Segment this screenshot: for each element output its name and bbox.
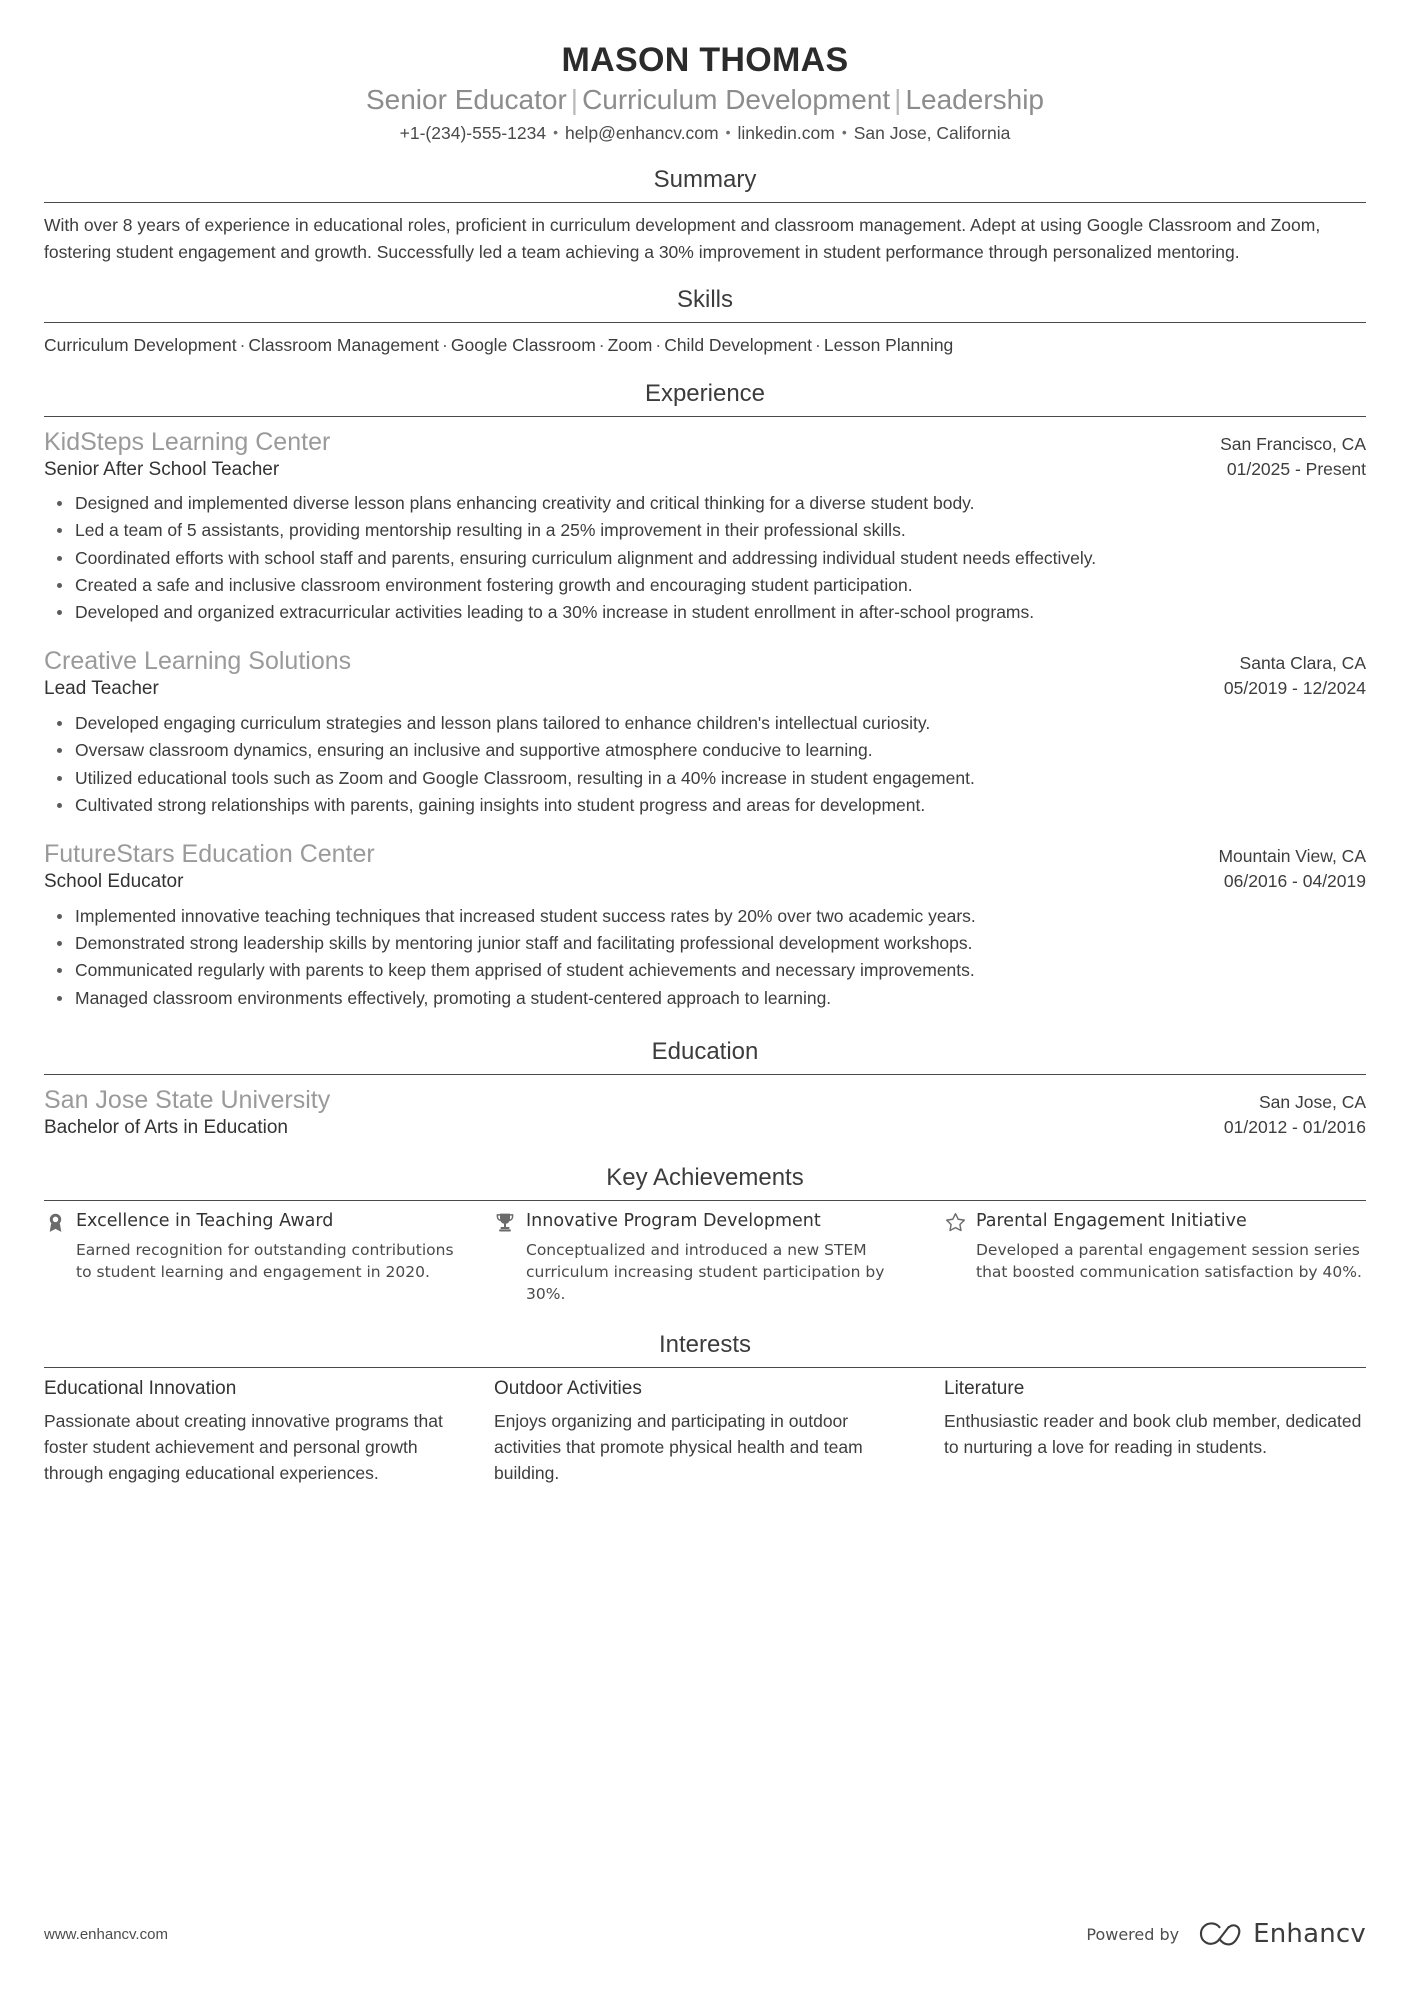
responsibility-item: Developed and organized extracurricular activities leading to a 30% increase in student enrollment in after-school programs.	[73, 599, 1366, 625]
skills-list	[44, 332, 1366, 358]
interest-title: Literature	[944, 1377, 1025, 1399]
education-entries	[44, 1084, 1366, 1141]
responsibility-item: Utilized educational tools such as Zoom and Google Classroom, resulting in a 40% increase in student engagement.	[73, 765, 1366, 791]
footer-website-link[interactable]: www.enhancv.com	[44, 1925, 168, 1943]
contact-item[interactable]: San Jose, California	[853, 122, 1011, 143]
employer-name: FutureStars Education Center	[44, 840, 375, 869]
interests-columns	[44, 1377, 1366, 1486]
interest-title: Educational Innovation	[44, 1377, 237, 1399]
employer-name: KidSteps Learning Center	[44, 427, 331, 456]
achievement-item	[494, 1210, 916, 1306]
achievement-title: Innovative Program Development	[526, 1210, 821, 1231]
skill-separator-dot: ·	[655, 335, 662, 356]
contact-separator-dot: •	[553, 123, 558, 140]
achievement-description: Conceptualized and introduced a new STEM curriculum increasing student participation by 30%.	[526, 1240, 885, 1304]
skill-item: Child Development	[664, 335, 813, 356]
contact-line	[44, 122, 1366, 145]
section-heading-achievements: Key Achievements	[606, 1163, 804, 1191]
responsibility-list	[44, 903, 1366, 1011]
employer-location: San Francisco, CA	[1220, 433, 1366, 454]
headline-part: Curriculum Development	[582, 84, 891, 116]
entry-top-row	[44, 645, 1366, 677]
interest-item	[44, 1377, 466, 1486]
responsibility-item: Managed classroom environments effectively, promoting a student-centered approach to learning.	[73, 985, 1366, 1011]
section-divider	[44, 1200, 1366, 1201]
achievements-columns	[44, 1210, 1366, 1306]
achievement-description: Developed a parental engagement session series that boosted communication satisfaction by 40%.	[976, 1240, 1362, 1281]
responsibility-item: Created a safe and inclusive classroom environment fostering growth and encouraging student participation.	[73, 572, 1366, 598]
skill-item: Zoom	[607, 335, 653, 356]
responsibility-item: Oversaw classroom dynamics, ensuring an inclusive and supportive atmosphere conducive to learning.	[73, 737, 1366, 763]
section-divider	[44, 322, 1366, 323]
entry-bottom-row	[44, 458, 1366, 483]
contact-item[interactable]: +1-(234)-555-1234	[399, 122, 547, 143]
employment-dates: 06/2016 - 04/2019	[1223, 871, 1366, 892]
contact-item[interactable]: help@enhancv.com	[564, 122, 719, 143]
achievement-title: Excellence in Teaching Award	[76, 1210, 334, 1231]
experience-entries	[44, 426, 1366, 1011]
interest-title: Outdoor Activities	[494, 1377, 642, 1399]
responsibility-list	[44, 710, 1366, 818]
employment-dates: 05/2019 - 12/2024	[1223, 678, 1366, 699]
skill-separator-dot: ·	[239, 335, 246, 356]
headline-separator: |	[570, 84, 579, 116]
summary-text: With over 8 years of experience in educational roles, proficient in curriculum development and classroom management. Adept at using Google Classroom and Zoom, fostering student engagement and growth. Successfully led a team achieving a 30% improvement in student performance through personalized mentoring.	[44, 214, 1321, 262]
responsibility-item: Coordinated efforts with school staff and parents, ensuring curriculum alignment and addressing individual student needs effectively.	[73, 545, 1366, 571]
achievement-description: Earned recognition for outstanding contributions to student learning and engagement in 2020.	[76, 1240, 454, 1281]
experience-entry	[44, 645, 1366, 818]
section-heading-skills: Skills	[676, 286, 733, 314]
contact-separator-dot: •	[725, 123, 731, 140]
education-dates: 01/2012 - 01/2016	[1223, 1116, 1366, 1137]
experience-entry	[44, 426, 1366, 626]
section-skills	[44, 285, 1366, 358]
achievement-header	[944, 1210, 1366, 1235]
skill-item: Curriculum Development	[44, 335, 237, 356]
school-name: San Jose State University	[44, 1085, 331, 1114]
section-interests	[44, 1330, 1366, 1486]
skill-item: Classroom Management	[248, 335, 440, 356]
interest-item	[944, 1377, 1366, 1486]
contact-item[interactable]: linkedin.com	[737, 122, 835, 143]
interest-item	[494, 1377, 916, 1486]
footer-branding	[1086, 1919, 1366, 1949]
achievement-item	[944, 1210, 1366, 1306]
section-heading-experience: Experience	[644, 379, 766, 407]
trophy-icon	[494, 1211, 516, 1235]
responsibility-item: Implemented innovative teaching techniques that increased student success rates by 20% over two academic years.	[73, 903, 1366, 929]
section-divider	[44, 1367, 1366, 1368]
section-summary	[44, 165, 1366, 266]
section-divider	[44, 202, 1366, 203]
entry-top-row	[44, 838, 1366, 870]
achievement-title: Parental Engagement Initiative	[976, 1210, 1247, 1231]
section-divider	[44, 1074, 1366, 1075]
education-entry	[44, 1084, 1366, 1141]
enhancv-logo-icon	[1197, 1921, 1243, 1947]
employment-dates: 01/2025 - Present	[1226, 458, 1366, 479]
section-experience	[44, 379, 1366, 1011]
achievement-header	[494, 1210, 916, 1235]
entry-bottom-row	[44, 677, 1366, 702]
enhancv-brand	[1197, 1919, 1366, 1949]
skill-separator-dot: ·	[598, 335, 605, 356]
interest-description: Enjoys organizing and participating in outdoor activities that promote physical health and team building.	[494, 1410, 863, 1484]
entry-top-row	[44, 426, 1366, 458]
responsibility-item: Demonstrated strong leadership skills by mentoring junior staff and facilitating professional development workshops.	[73, 930, 1366, 956]
job-title: School Educator	[44, 871, 184, 893]
school-location: San Jose, CA	[1259, 1091, 1366, 1112]
responsibility-item: Communicated regularly with parents to keep them apprised of student achievements and necessary improvements.	[73, 957, 1366, 983]
headline-part: Leadership	[905, 84, 1045, 116]
section-heading-summary: Summary	[653, 165, 757, 193]
job-title: Senior After School Teacher	[44, 458, 280, 480]
responsibility-item: Developed engaging curriculum strategies and lesson plans tailored to enhance children's intellectual curiosity.	[73, 710, 1366, 736]
section-heading-education: Education	[651, 1037, 759, 1065]
enhancv-wordmark: Enhancv	[1253, 1919, 1366, 1949]
skill-item: Lesson Planning	[823, 335, 954, 356]
section-heading-interests: Interests	[658, 1330, 752, 1358]
interest-description: Enthusiastic reader and book club member, dedicated to nurturing a love for reading in students.	[944, 1410, 1362, 1457]
candidate-headline	[44, 83, 1366, 117]
experience-entry	[44, 838, 1366, 1011]
skill-separator-dot: ·	[815, 335, 821, 356]
contact-separator-dot: •	[841, 123, 847, 140]
job-title: Lead Teacher	[44, 678, 159, 700]
employer-location: Santa Clara, CA	[1239, 653, 1366, 674]
award-medal-icon	[44, 1211, 66, 1235]
degree-name: Bachelor of Arts in Education	[44, 1116, 288, 1138]
responsibility-item: Led a team of 5 assistants, providing mentorship resulting in a 25% improvement in their professional skills.	[73, 517, 1366, 543]
section-education	[44, 1037, 1366, 1141]
achievement-header	[44, 1210, 466, 1235]
employer-name: Creative Learning Solutions	[44, 647, 352, 676]
interest-description: Passionate about creating innovative programs that foster student achievement and personal growth through engaging educational experiences.	[44, 1410, 443, 1484]
powered-by-label: Powered by	[1086, 1924, 1180, 1944]
responsibility-list	[44, 490, 1366, 625]
achievement-item	[44, 1210, 466, 1306]
star-outline-icon	[944, 1211, 966, 1235]
resume-header	[44, 42, 1366, 145]
page-footer	[44, 1919, 1366, 1949]
headline-part: Senior Educator	[365, 84, 567, 116]
responsibility-item: Cultivated strong relationships with parents, gaining insights into student progress and areas for development.	[73, 792, 1366, 818]
skill-separator-dot: ·	[442, 335, 448, 356]
entry-top-row	[44, 1084, 1366, 1116]
section-divider	[44, 416, 1366, 417]
entry-bottom-row	[44, 1116, 1366, 1141]
skill-item: Google Classroom	[450, 335, 596, 356]
candidate-name: MASON THOMAS	[561, 41, 849, 79]
headline-separator: |	[894, 84, 902, 116]
entry-bottom-row	[44, 870, 1366, 895]
section-achievements	[44, 1163, 1366, 1306]
responsibility-item: Designed and implemented diverse lesson plans enhancing creativity and critical thinking for a diverse student body.	[73, 490, 1366, 516]
employer-location: Mountain View, CA	[1218, 846, 1366, 867]
